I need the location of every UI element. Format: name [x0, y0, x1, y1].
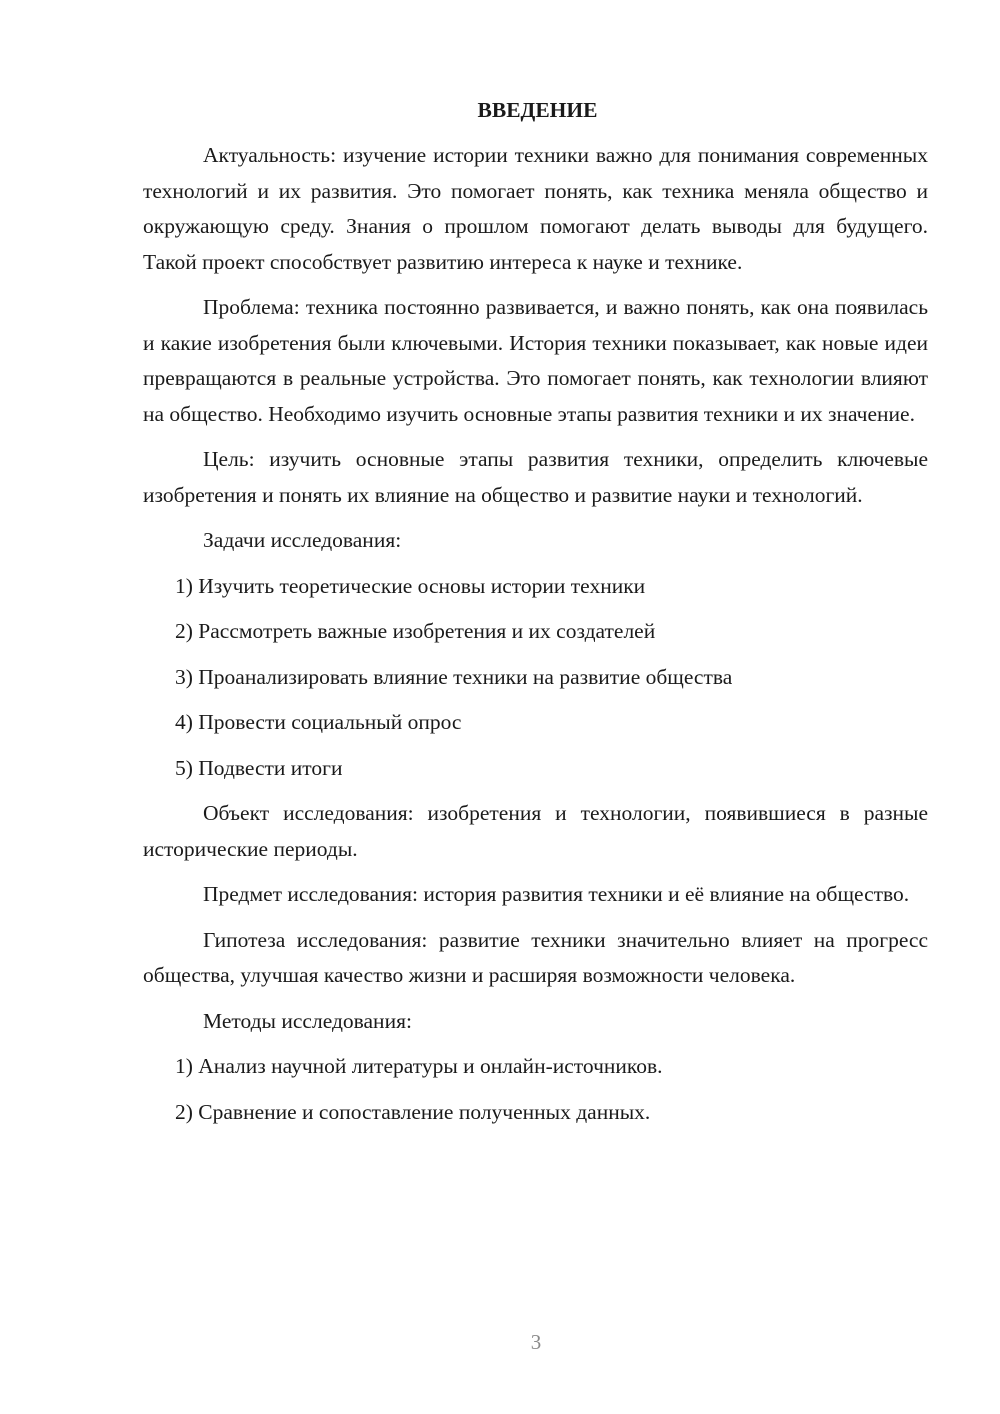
relevance-paragraph: Актуальность: изучение истории техники важно для понимания современных технологий и их развития. Это помогает понять, как техника меняла общество и окружающую среду. Знания о прошлом помогают делать выводы для будущего. Такой проект способствует развитию интереса к науке и технике. — [143, 143, 928, 274]
goal-paragraph: Цель: изучить основные этапы развития техники, определить ключевые изобретения и понять их влияние на общество и развитие науки и технологий. — [143, 447, 928, 507]
page-number: 3 — [530, 1330, 542, 1354]
methods-heading: Методы исследования: — [203, 1008, 412, 1033]
task-item: 3) Проанализировать влияние техники на развитие общества — [175, 664, 733, 689]
task-item: 5) Подвести итоги — [175, 755, 343, 780]
section-title: ВВЕДЕНИЕ — [477, 98, 598, 122]
hypothesis-paragraph: Гипотеза исследования: развитие техники значительно влияет на прогресс общества, улучшая качество жизни и расширяя возможности человека. — [143, 927, 928, 987]
method-item: 2) Сравнение и сопоставление полученных данных. — [175, 1099, 651, 1124]
tasks-heading: Задачи исследования: — [203, 528, 402, 552]
methods-list — [143, 1049, 928, 1130]
task-item: 1) Изучить теоретические основы истории техники — [175, 573, 646, 598]
problem-paragraph: Проблема: техника постоянно развивается, и важно понять, как она появилась и какие изобретения были ключевыми. История техники показывает, как новые идеи превращаются в реальные устройства. Это помогает понять, как технологии влияют на общество. Необходимо изучить основные этапы развития техники и их значение. — [143, 295, 928, 426]
document-page — [143, 92, 928, 1140]
tasks-list — [143, 569, 928, 787]
object-paragraph: Объект исследования: изобретения и технологии, появившиеся в разные исторические периоды. — [143, 801, 928, 861]
task-item: 4) Провести социальный опрос — [175, 710, 462, 734]
method-item: 1) Анализ научной литературы и онлайн-источников. — [175, 1054, 663, 1078]
subject-paragraph: Предмет исследования: история развития техники и её влияние на общество. — [203, 882, 910, 906]
task-item: 2) Рассмотреть важные изобретения и их создателей — [175, 619, 656, 643]
